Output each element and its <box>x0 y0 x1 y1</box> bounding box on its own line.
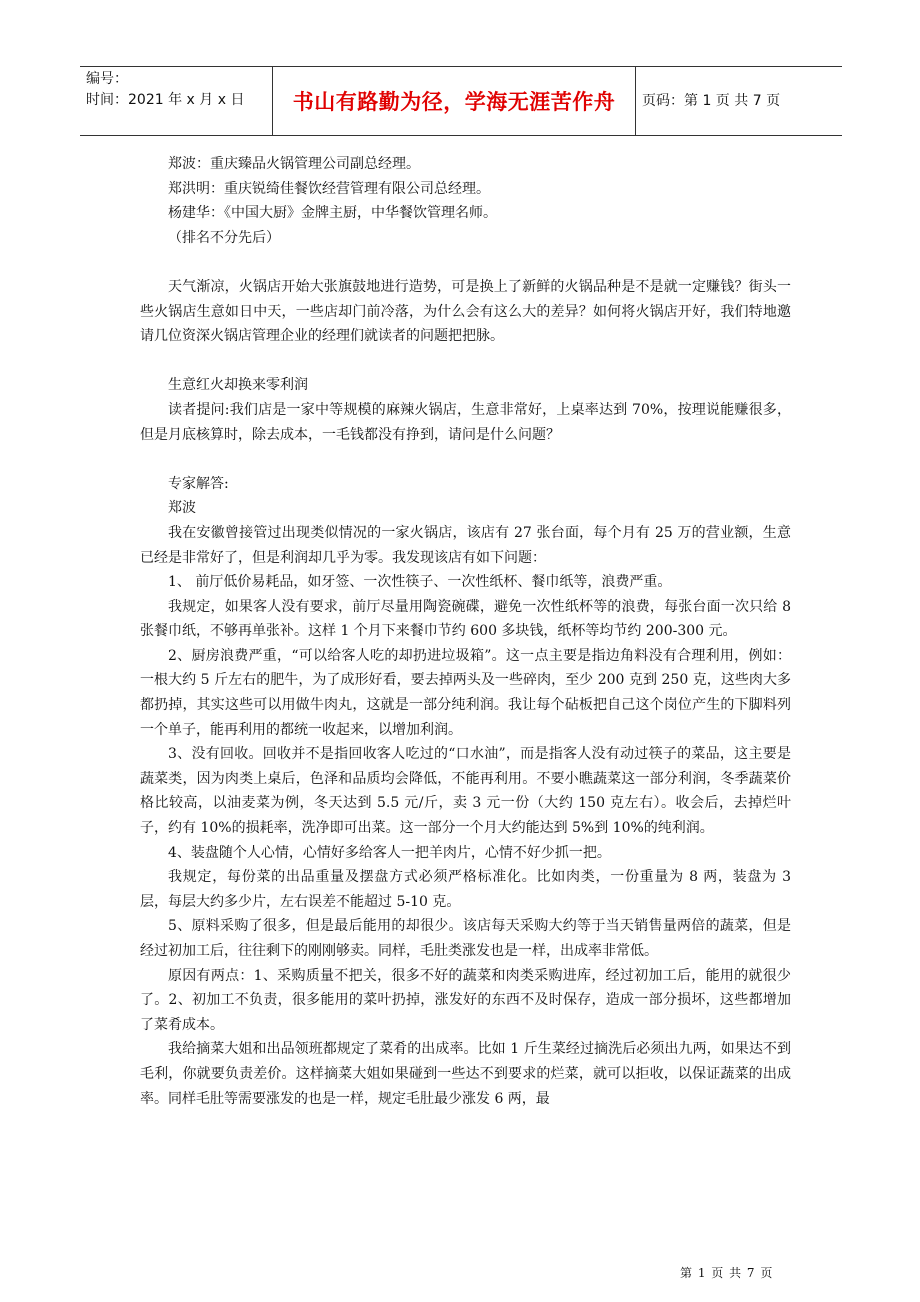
paragraph: 3、没有回收。回收并不是指回收客人吃过的“口水油”，而是指客人没有动过筷子的菜品，这主要是蔬菜类，因为肉类上桌后，色泽和品质均会降低，不能再利用。不要小瞧蔬菜这一部分利润，冬季蔬菜价格比较高，以油麦菜为例，冬天达到 5.5 元/斤，卖 3 元一份（大约 150 克左右）。收会后，去掉烂叶子，约有 10%的损耗率，洗净即可出菜。这一部分一个月大约能达到 5%到 10%的纯利润。 <box>140 746 791 837</box>
paragraph: 2、厨房浪费严重，“可以给客人吃的却扔进垃圾箱”。这一点主要是指边角料没有合理利用，例如：一根大约 5 斤左右的肥牛，为了成形好看，要去掉两头及一些碎肉，至少 200 克到 250 克，这些肉大多都扔掉，其实这些可以用做牛肉丸，这就是一部分纯利润。我让每个砧板把自己这个岗位产生的下脚料列一个单子，能再利用的都统一收起来，以增加利润。 <box>140 647 791 738</box>
paragraph: （排名不分先后） <box>168 229 280 246</box>
paragraph: 杨建华：《中国大厨》金牌主厨，中华餐饮管理名师。 <box>168 205 497 222</box>
header-divider-right <box>635 67 636 135</box>
page-footer: 第 1 页 共 7 页 <box>680 1266 774 1280</box>
paragraph: 我给摘菜大姐和出品领班都规定了菜肴的出成率。比如 1 斤生菜经过摘洗后必须出九两，如果达不到毛利，你就要负责差价。这样摘菜大姐如果碰到一些达不到要求的烂菜，就可以拒收，以保证蔬菜的出成率。同样毛肚等需要涨发的也是一样，规定毛肚最少涨发 6 两，最 <box>140 1041 791 1107</box>
paragraph: 1、 前厅低价易耗品，如牙签、一次性筷子、一次性纸杯、餐巾纸等，浪费严重。 <box>168 574 672 591</box>
time-label: 时间：2021 年 x 月 x 日 <box>86 92 245 108</box>
reader-question: 读者提问:我们店是一家中等规模的麻辣火锅店，生意非常好，上桌率达到 70%，按理说能赚很多，但是月底核算时，除去成本，一毛钱都没有挣到，请问是什么问题？ <box>140 401 791 443</box>
expert-answer-label: 专家解答: <box>168 475 229 492</box>
blank-line <box>140 447 791 472</box>
paragraph: 5、原料采购了很多，但是最后能用的却很少。该店每天采购大约等于当天销售量两倍的蔬菜，但是经过初加工后，往往剩下的刚刚够卖。同样，毛肚类涨发也是一样，出成率非常低。 <box>140 918 791 959</box>
paragraph: 4、装盘随个人心情，心情好多给客人一把羊肉片，心情不好少抓一把。 <box>168 844 611 861</box>
blank-line <box>140 349 791 374</box>
paragraph: 郑洪明：重庆锐绮佳餐饮经营管理有限公司总经理。 <box>168 180 490 197</box>
page-header <box>80 66 842 136</box>
paragraph: 我规定，如果客人没有要求，前厅尽量用陶瓷碗碟，避免一次性纸杯等的浪费，每张台面一次只给 8 张餐巾纸，不够再单张补。这样 1 个月下来餐巾节约 600 多块钱，纸杯等均节约 200-300 元。 <box>140 598 791 640</box>
number-label: 编号： <box>86 71 128 87</box>
expert-name: 郑波 <box>168 500 196 517</box>
header-meta <box>80 67 272 135</box>
intro-paragraph: 天气渐凉，火锅店开始大张旗鼓地进行造势，可是换上了新鲜的火锅品种是不是就一定赚钱？街头一些火锅店生意如日中天，一些店却门前冷落，为什么会有这么大的差异？如何将火锅店开好，我们特地邀请几位资深火锅店管理企业的经理们就读者的问题把把脉。 <box>140 278 791 345</box>
paragraph: 原因有两点：1、采购质量不把关，很多不好的蔬菜和肉类采购进库，经过初加工后，能用的就很少了。2、初加工不负责，很多能用的菜叶扔掉，涨发好的东西不及时保存，造成一部分损坏，这些都增加了菜肴成本。 <box>140 967 791 1033</box>
header-page-info: 页码：第 1 页 共 7 页 <box>642 93 781 109</box>
paragraph: 我在安徽曾接管过出现类似情况的一家火锅店，该店有 27 张台面，每个月有 25 万的营业额，生意已经是非常好了，但是利润却几乎为零。我发现该店有如下问题： <box>140 524 791 566</box>
blank-line <box>140 250 791 275</box>
section-title: 生意红火却换来零利润 <box>168 377 308 394</box>
document-body <box>140 152 791 1111</box>
paragraph: 郑波：重庆臻品火锅管理公司副总经理。 <box>168 156 420 172</box>
paragraph: 我规定，每份菜的出品重量及摆盘方式必须严格标准化。比如肉类，一份重量为 8 两，装盘为 3 层，每层大约多少片，左右误差不能超过 5-10 克。 <box>140 869 791 910</box>
header-motto: 书山有路勤为径，学海无涯苦作舟 <box>292 90 616 114</box>
